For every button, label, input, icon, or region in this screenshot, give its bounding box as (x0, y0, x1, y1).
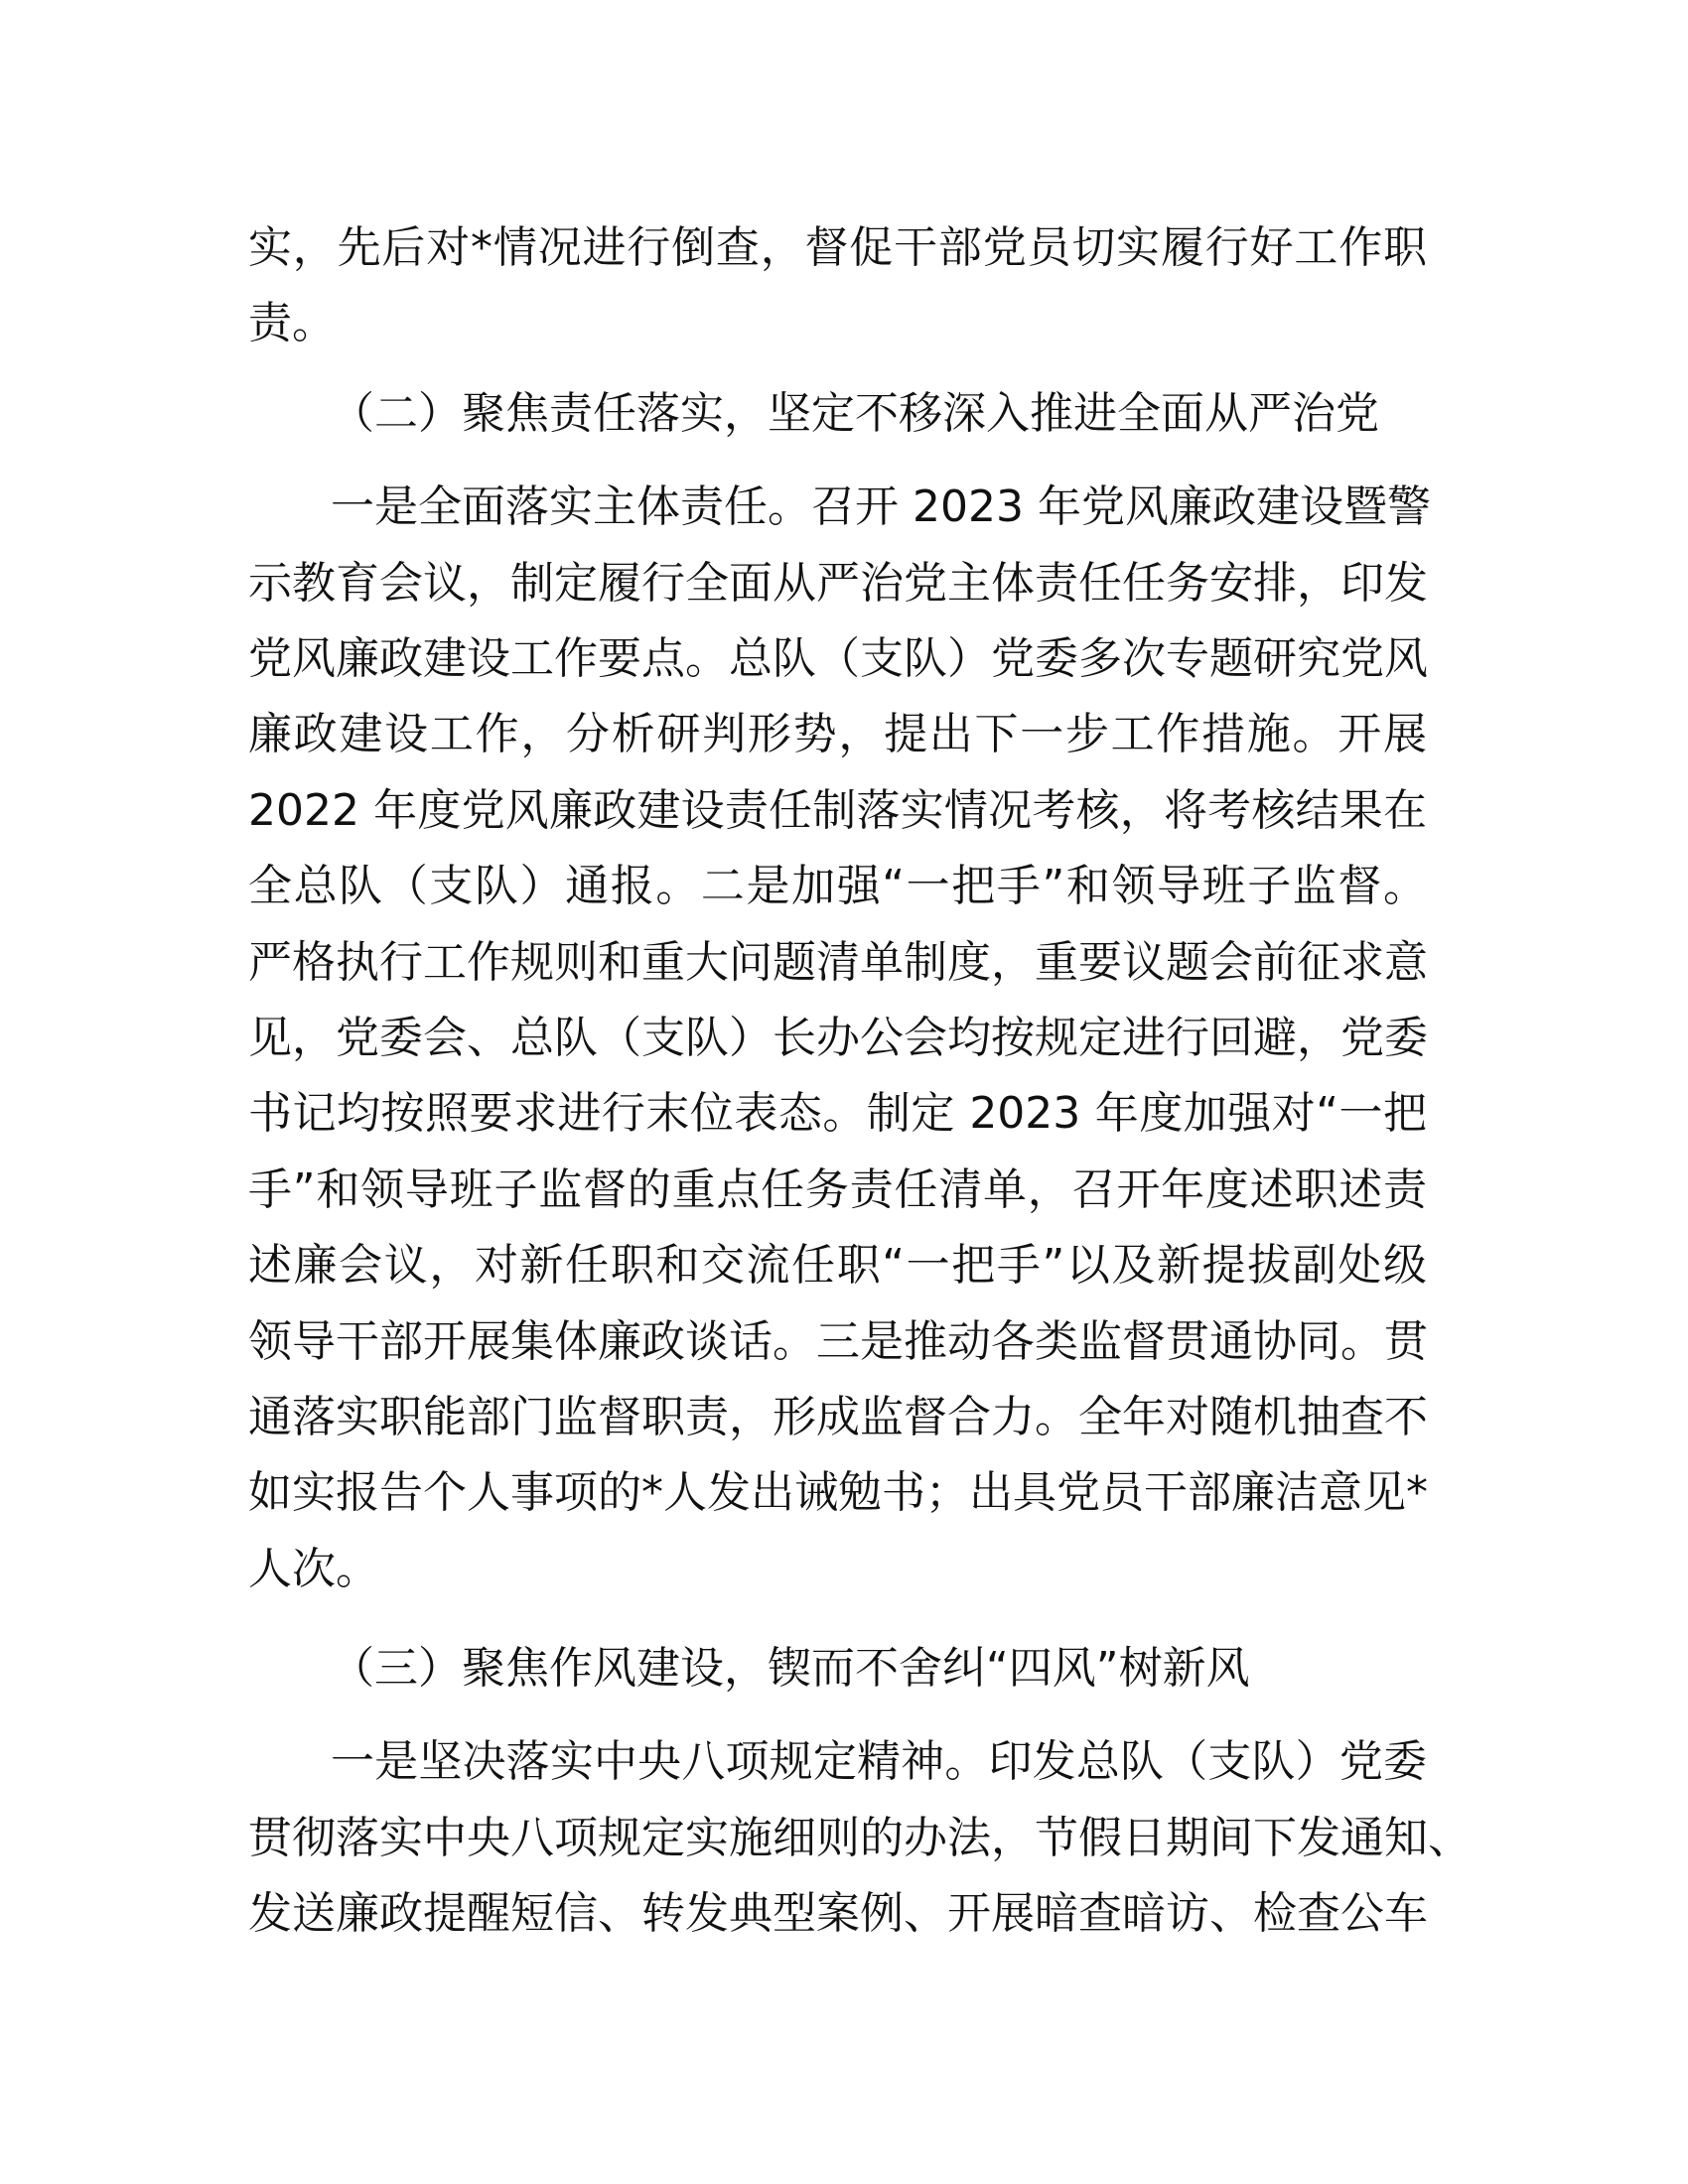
text-line: 2022 年度党风廉政建设责任制落实情况考核，将考核结果在 (248, 785, 1427, 836)
text-line: 发送廉政提醒短信、转发典型案例、开展暗查暗访、检查公车 (248, 1888, 1428, 1939)
section-heading: （二）聚焦责任落实，坚定不移深入推进全面从严治党 (331, 388, 1379, 439)
text-line: 全总队（支队）通报。二是加强“一把手”和领导班子监督。 (248, 861, 1427, 911)
text-line: 通落实职能部门监督职责，形成监督合力。全年对随机抽查不 (248, 1392, 1428, 1442)
text-line: 一是坚决落实中央八项规定精神。印发总队（支队）党委 (331, 1736, 1427, 1787)
text-line: 述廉会议，对新任职和交流任职“一把手”以及新提拔副处级 (248, 1240, 1427, 1291)
text-line: 手”和领导班子监督的重点任务责任清单，召开年度述职述责 (248, 1164, 1427, 1215)
section-heading: （三）聚焦作风建设，锲而不舍纠“四风”树新风 (331, 1643, 1250, 1694)
text-line: 责。 (248, 298, 336, 348)
text-line: 一是全面落实主体责任。召开 2023 年党风廉政建设暨警 (331, 481, 1431, 532)
text-line: 廉政建设工作，分析研判形势，提出下一步工作措施。开展 (248, 709, 1427, 759)
text-line: 示教育会议，制定履行全面从严治党主体责任任务安排，印发 (248, 558, 1428, 609)
text-line: 实，先后对*情况进行倒查，督促干部党员切实履行好工作职 (248, 222, 1427, 273)
text-line: 领导干部开展集体廉政谈话。三是推动各类监督贯通协同。贯 (248, 1316, 1428, 1367)
text-line: 人次。 (248, 1544, 379, 1594)
text-line: 如实报告个人事项的*人发出诫勉书；出具党员干部廉洁意见* (248, 1467, 1428, 1518)
text-line: 书记均按照要求进行末位表态。制定 2023 年度加强对“一把 (248, 1088, 1427, 1139)
text-line: 严格执行工作规则和重大问题清单制度，重要议题会前征求意 (248, 937, 1428, 988)
text-line: 党风廉政建设工作要点。总队（支队）党委多次专题研究党风 (248, 633, 1428, 684)
text-line: 见，党委会、总队（支队）长办公会均按规定进行回避，党委 (248, 1013, 1428, 1063)
text-line: 贯彻落实中央八项规定实施细则的办法，节假日期间下发通知、 (248, 1813, 1472, 1863)
